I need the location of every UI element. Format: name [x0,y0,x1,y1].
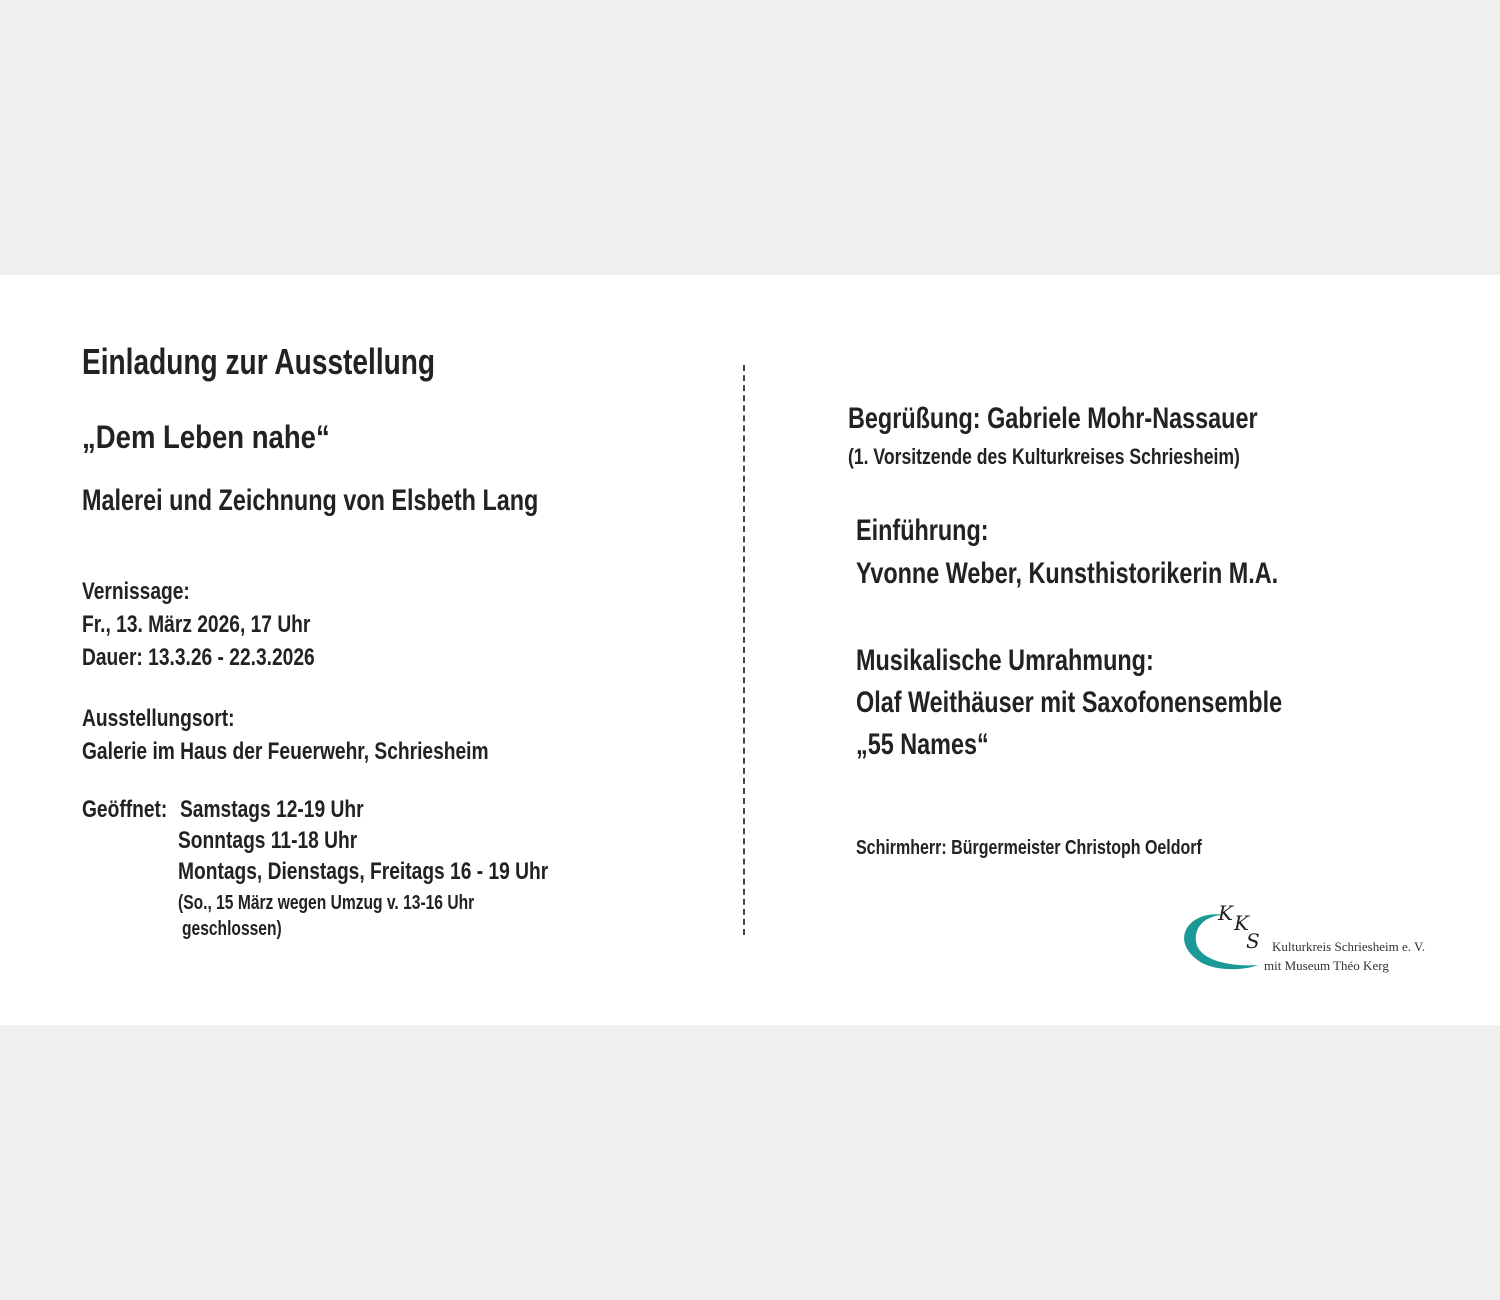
vernissage-label: Vernissage: [82,578,190,605]
patron-line: Schirmherr: Bürgermeister Christoph Oeldorf [856,837,1202,859]
opening-label: Geöffnet: [82,796,168,823]
fold-divider [743,365,745,935]
introduction-label: Einführung: [856,514,989,547]
opening-hours-line: Sonntags 11-18 Uhr [178,827,358,854]
music-ensemble: Olaf Weithäuser mit Saxofonensemble [856,686,1283,719]
artist-line: Malerei und Zeichnung von Elsbeth Lang [82,484,539,517]
opening-hours-line: Montags, Dienstags, Freitags 16 - 19 Uhr [178,858,549,885]
logo-organization-name: Kulturkreis Schriesheim e. V. [1272,939,1425,954]
exhibition-duration: Dauer: 13.3.26 - 22.3.2026 [82,644,315,671]
exhibition-location: Galerie im Haus der Feuerwehr, Schriesheim [82,738,489,765]
kulturkreis-logo [1172,903,1432,983]
logo-museum-name: mit Museum Théo Kerg [1264,958,1389,973]
invitation-card [0,275,1500,1025]
invitation-title: Einladung zur Ausstellung [82,341,436,382]
music-ensemble-name: „55 Names“ [856,728,989,761]
greeting-line: Begrüßung: Gabriele Mohr-Nassauer [848,402,1258,435]
music-label: Musikalische Umrahmung: [856,644,1154,677]
opening-hours-line: Samstags 12-19 Uhr [180,796,364,823]
location-label: Ausstellungsort: [82,705,235,732]
logo-letter: K [1218,901,1233,925]
logo-letter: K [1234,911,1249,935]
introduction-person: Yvonne Weber, Kunsthistorikerin M.A. [856,557,1279,590]
exhibition-title: „Dem Leben nahe“ [82,419,330,455]
opening-note: geschlossen) [182,918,282,940]
opening-note: (So., 15 März wegen Umzug v. 13-16 Uhr [178,892,475,914]
vernissage-date: Fr., 13. März 2026, 17 Uhr [82,611,311,638]
logo-letter: S [1246,929,1260,953]
greeting-role: (1. Vorsitzende des Kulturkreises Schriesheim) [848,444,1240,469]
